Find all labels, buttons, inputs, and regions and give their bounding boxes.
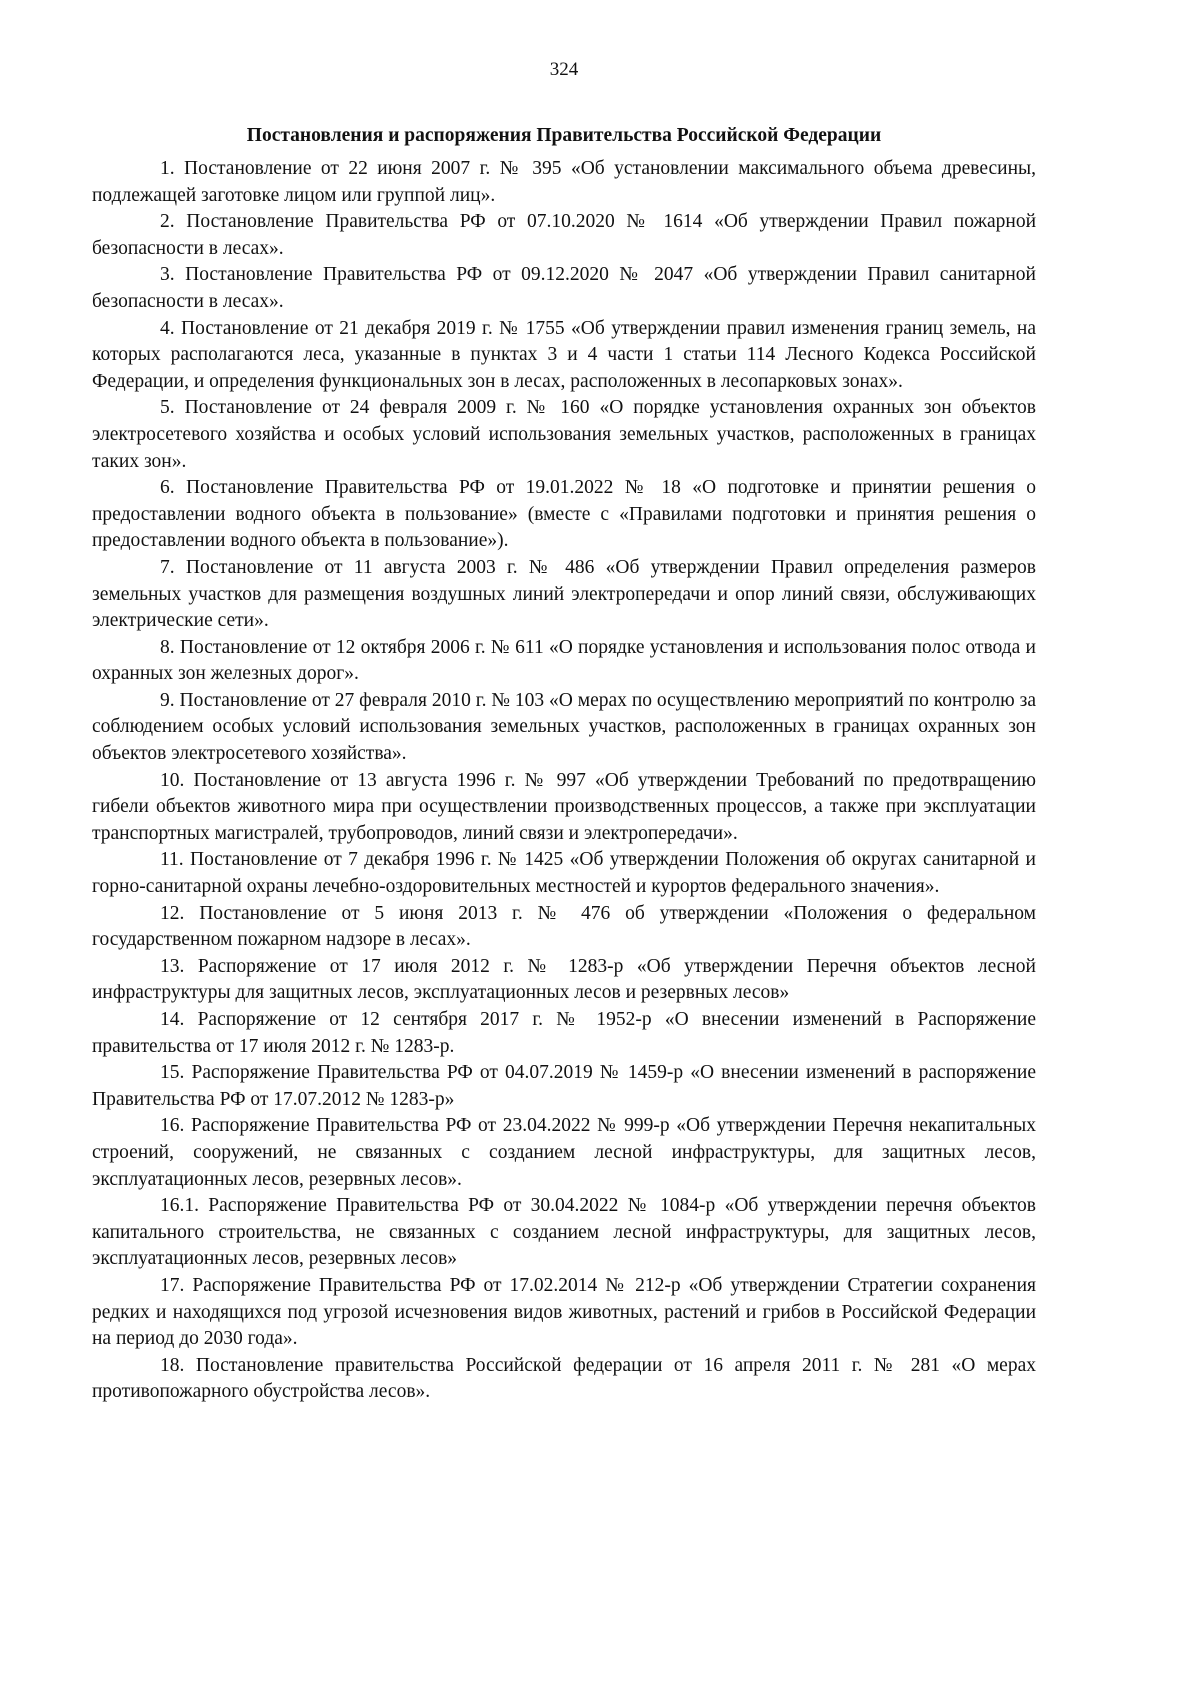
section-heading: Постановления и распоряжения Правительства Российской Федерации [246,125,882,146]
list-item: 12. Постановление от 5 июня 2013 г. № 476 об утверждении «Положения о федеральном государственном пожарном надзоре в лесах». [92,902,1036,951]
list-item: 17. Распоряжение Правительства РФ от 17.02.2014 № 212-р «Об утверждении Стратегии сохранения редких и находящихся под угрозой исчезновения видов животных, растений и грибов в Российской Федерации на период до 2030 года». [92,1274,1036,1350]
list-item: 16.1. Распоряжение Правительства РФ от 30.04.2022 № 1084-р «Об утверждении перечня объектов капитального строительства, не связанных с созданием лесной инфраструктуры, для защитных лесов, эксплуатационных лесов, резервных лесов» [92,1195,1036,1270]
regulations-list [92,156,1036,1406]
list-item: 8. Постановление от 12 октября 2006 г. № 611 «О порядке установления и использования полос отвода и охранных зон железных дорог». [92,636,1036,685]
list-item: 14. Распоряжение от 12 сентября 2017 г. № 1952-р «О внесении изменений в Распоряжение правительства от 17 июля 2012 г. № 1283-р. [92,1009,1036,1057]
page-number: 324 [549,59,579,80]
list-item: 10. Постановление от 13 августа 1996 г. № 997 «Об утверждении Требований по предотвращению гибели объектов животного мира при осуществлении производственных процессов, а также при эксплуатации транспортных магистралей, трубопроводов, линий связи и электропередачи». [92,769,1036,844]
list-item: 11. Постановление от 7 декабря 1996 г. № 1425 «Об утверждении Положения об округах санитарной и горно-санитарной охраны лечебно-оздоровительных местностей и курортов федерального значения». [92,849,1036,898]
list-item: 2. Постановление Правительства РФ от 07.10.2020 № 1614 «Об утверждении Правил пожарной безопасности в лесах». [92,211,1036,259]
list-item: 3. Постановление Правительства РФ от 09.12.2020 № 2047 «Об утверждении Правил санитарной безопасности в лесах». [92,264,1036,312]
list-item: 16. Распоряжение Правительства РФ от 23.04.2022 № 999-р «Об утверждении Перечня некапитальных строений, сооружений, не связанных с созданием лесной инфраструктуры, для защитных лесов, эксплуатационных лесов, резервных лесов». [92,1115,1036,1190]
list-item: 18. Постановление правительства Российской федерации от 16 апреля 2011 г. № 281 «О мерах противопожарного обустройства лесов». [92,1354,1036,1403]
list-item: 7. Постановление от 11 августа 2003 г. № 486 «Об утверждении Правил определения размеров земельных участков для размещения воздушных линий электропередачи и опор линий связи, обслуживающих электрические сети». [92,556,1036,632]
list-item: 9. Постановление от 27 февраля 2010 г. № 103 «О мерах по осуществлению мероприятий по контролю за соблюдением особых условий использования земельных участков, расположенных в границах охранных зон объектов электросетевого хозяйства». [92,689,1036,765]
list-item: 13. Распоряжение от 17 июля 2012 г. № 1283-р «Об утверждении Перечня объектов лесной инфраструктуры для защитных лесов, эксплуатационных лесов и резервных лесов» [92,955,1036,1004]
list-item: 15. Распоряжение Правительства РФ от 04.07.2019 № 1459-р «О внесении изменений в распоряжение Правительства РФ от 17.07.2012 № 1283-р» [92,1062,1036,1110]
list-item: 5. Постановление от 24 февраля 2009 г. № 160 «О порядке установления охранных зон объектов электросетевого хозяйства и особых условий использования земельных участков, расположенных в границах таких зон». [92,397,1036,472]
list-item: 1. Постановление от 22 июня 2007 г. № 395 «Об установлении максимального объема древесины, подлежащей заготовке лицом или группой лиц». [92,158,1036,206]
list-item: 4. Постановление от 21 декабря 2019 г. № 1755 «Об утверждении правил изменения границ земель, на которых располагаются леса, указанные в пунктах 3 и 4 части 1 статьи 114 Лесного Кодекса Российской Федерации, и определения функциональных зон в лесах, расположенных в лесопарковых зонах». [92,317,1036,392]
list-item: 6. Постановление Правительства РФ от 19.01.2022 № 18 «О подготовке и принятии решения о предоставлении водного объекта в пользование» (вместе с «Правилами подготовки и принятия решения о предоставлении водного объекта в пользование»). [92,477,1036,552]
